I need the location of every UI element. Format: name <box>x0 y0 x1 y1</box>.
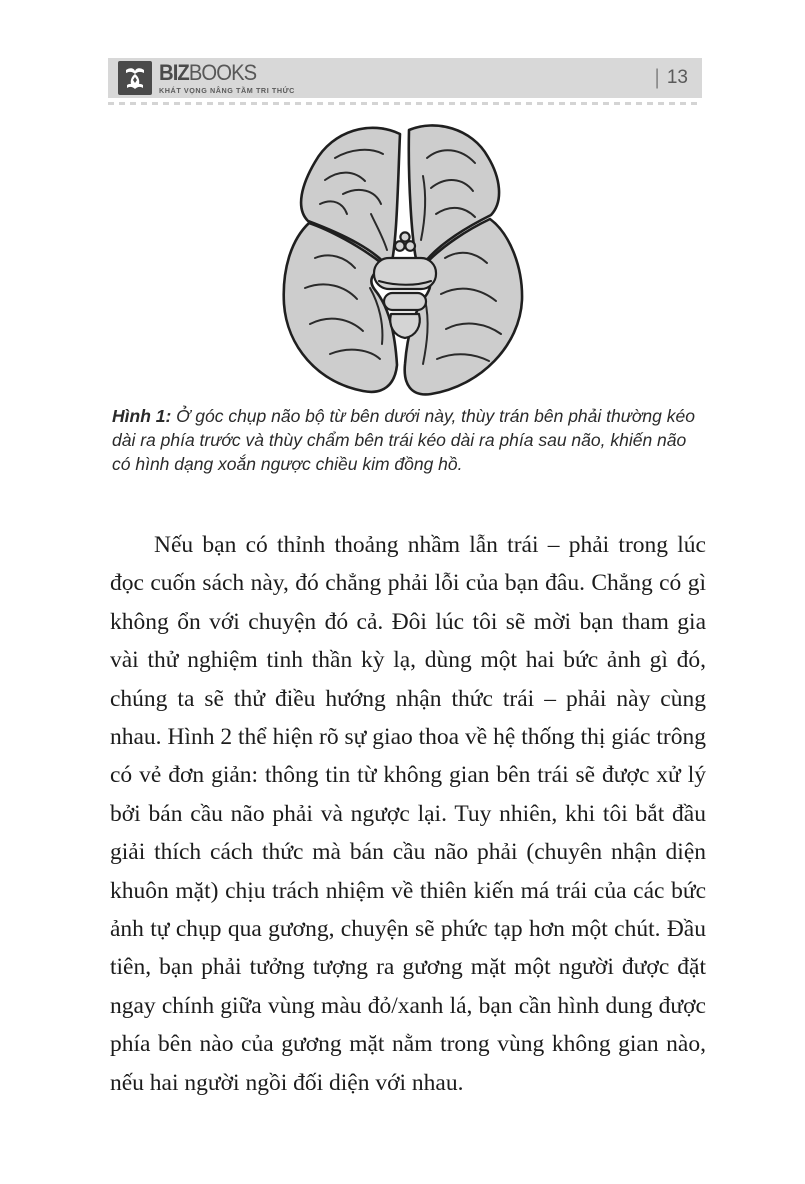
page-number-separator: | <box>654 66 660 89</box>
body-text-block <box>110 526 706 1102</box>
figure-1 <box>108 118 702 400</box>
bizbooks-logo-icon <box>118 61 152 95</box>
body-paragraph: Nếu bạn có thỉnh thoảng nhầm lẫn trái – phải trong lúc đọc cuốn sách này, đó chẳng phải lỗi của bạn đâu. Chẳng có gì không ổn với chuyện đó cả. Đôi lúc tôi sẽ mời bạn tham gia vài thử nghiệm tinh thần kỳ lạ, dùng một hai bức ảnh gì đó, chúng ta sẽ thử điều hướng nhận thức trái – phải này cùng nhau. Hình 2 thể hiện rõ sự giao thoa về hệ thống thị giác trông có vẻ đơn giản: thông tin từ không gian bên trái sẽ được xử lý bởi bán cầu não phải và ngược lại. Tuy nhiên, khi tôi bắt đầu giải thích cách thức mà bán cầu não phải (chuyên nhận diện khuôn mặt) chịu trách nhiệm về thiên kiến má trái của các bức ảnh tự chụp qua gương, chuyện sẽ phức tạp hơn một chút. Đầu tiên, bạn phải tưởng tượng ra gương mặt một người được đặt ngay chính giữa vùng màu đỏ/xanh lá, bạn cần hình dung được phía bên nào của gương mặt nằm trong vùng không gian nào, nếu hai người ngồi đối diện với nhau. <box>110 532 706 1096</box>
figure-caption-label: Hình 1: <box>112 406 172 426</box>
brand-name <box>159 59 289 85</box>
page-header <box>108 58 702 98</box>
figure-caption <box>112 404 696 476</box>
brain-illustration <box>275 118 535 400</box>
page-number <box>654 66 688 90</box>
figure-caption-text: Ở góc chụp não bộ từ bên dưới này, thùy trán bên phải thường kéo dài ra phía trước và thùy chẩm bên trái kéo dài ra phía sau não, khiến não có hình dạng xoắn ngược chiều kim đồng hồ. <box>112 406 695 474</box>
brand-tagline: KHÁT VỌNG NÂNG TẦM TRI THỨC <box>159 85 295 95</box>
bizbooks-logo <box>118 61 301 95</box>
brand-name-biz: BIZ <box>159 59 189 85</box>
brand-name-books: BOOKS <box>188 59 257 85</box>
page-number-value: 13 <box>666 67 688 88</box>
logo-text-column <box>159 59 301 95</box>
